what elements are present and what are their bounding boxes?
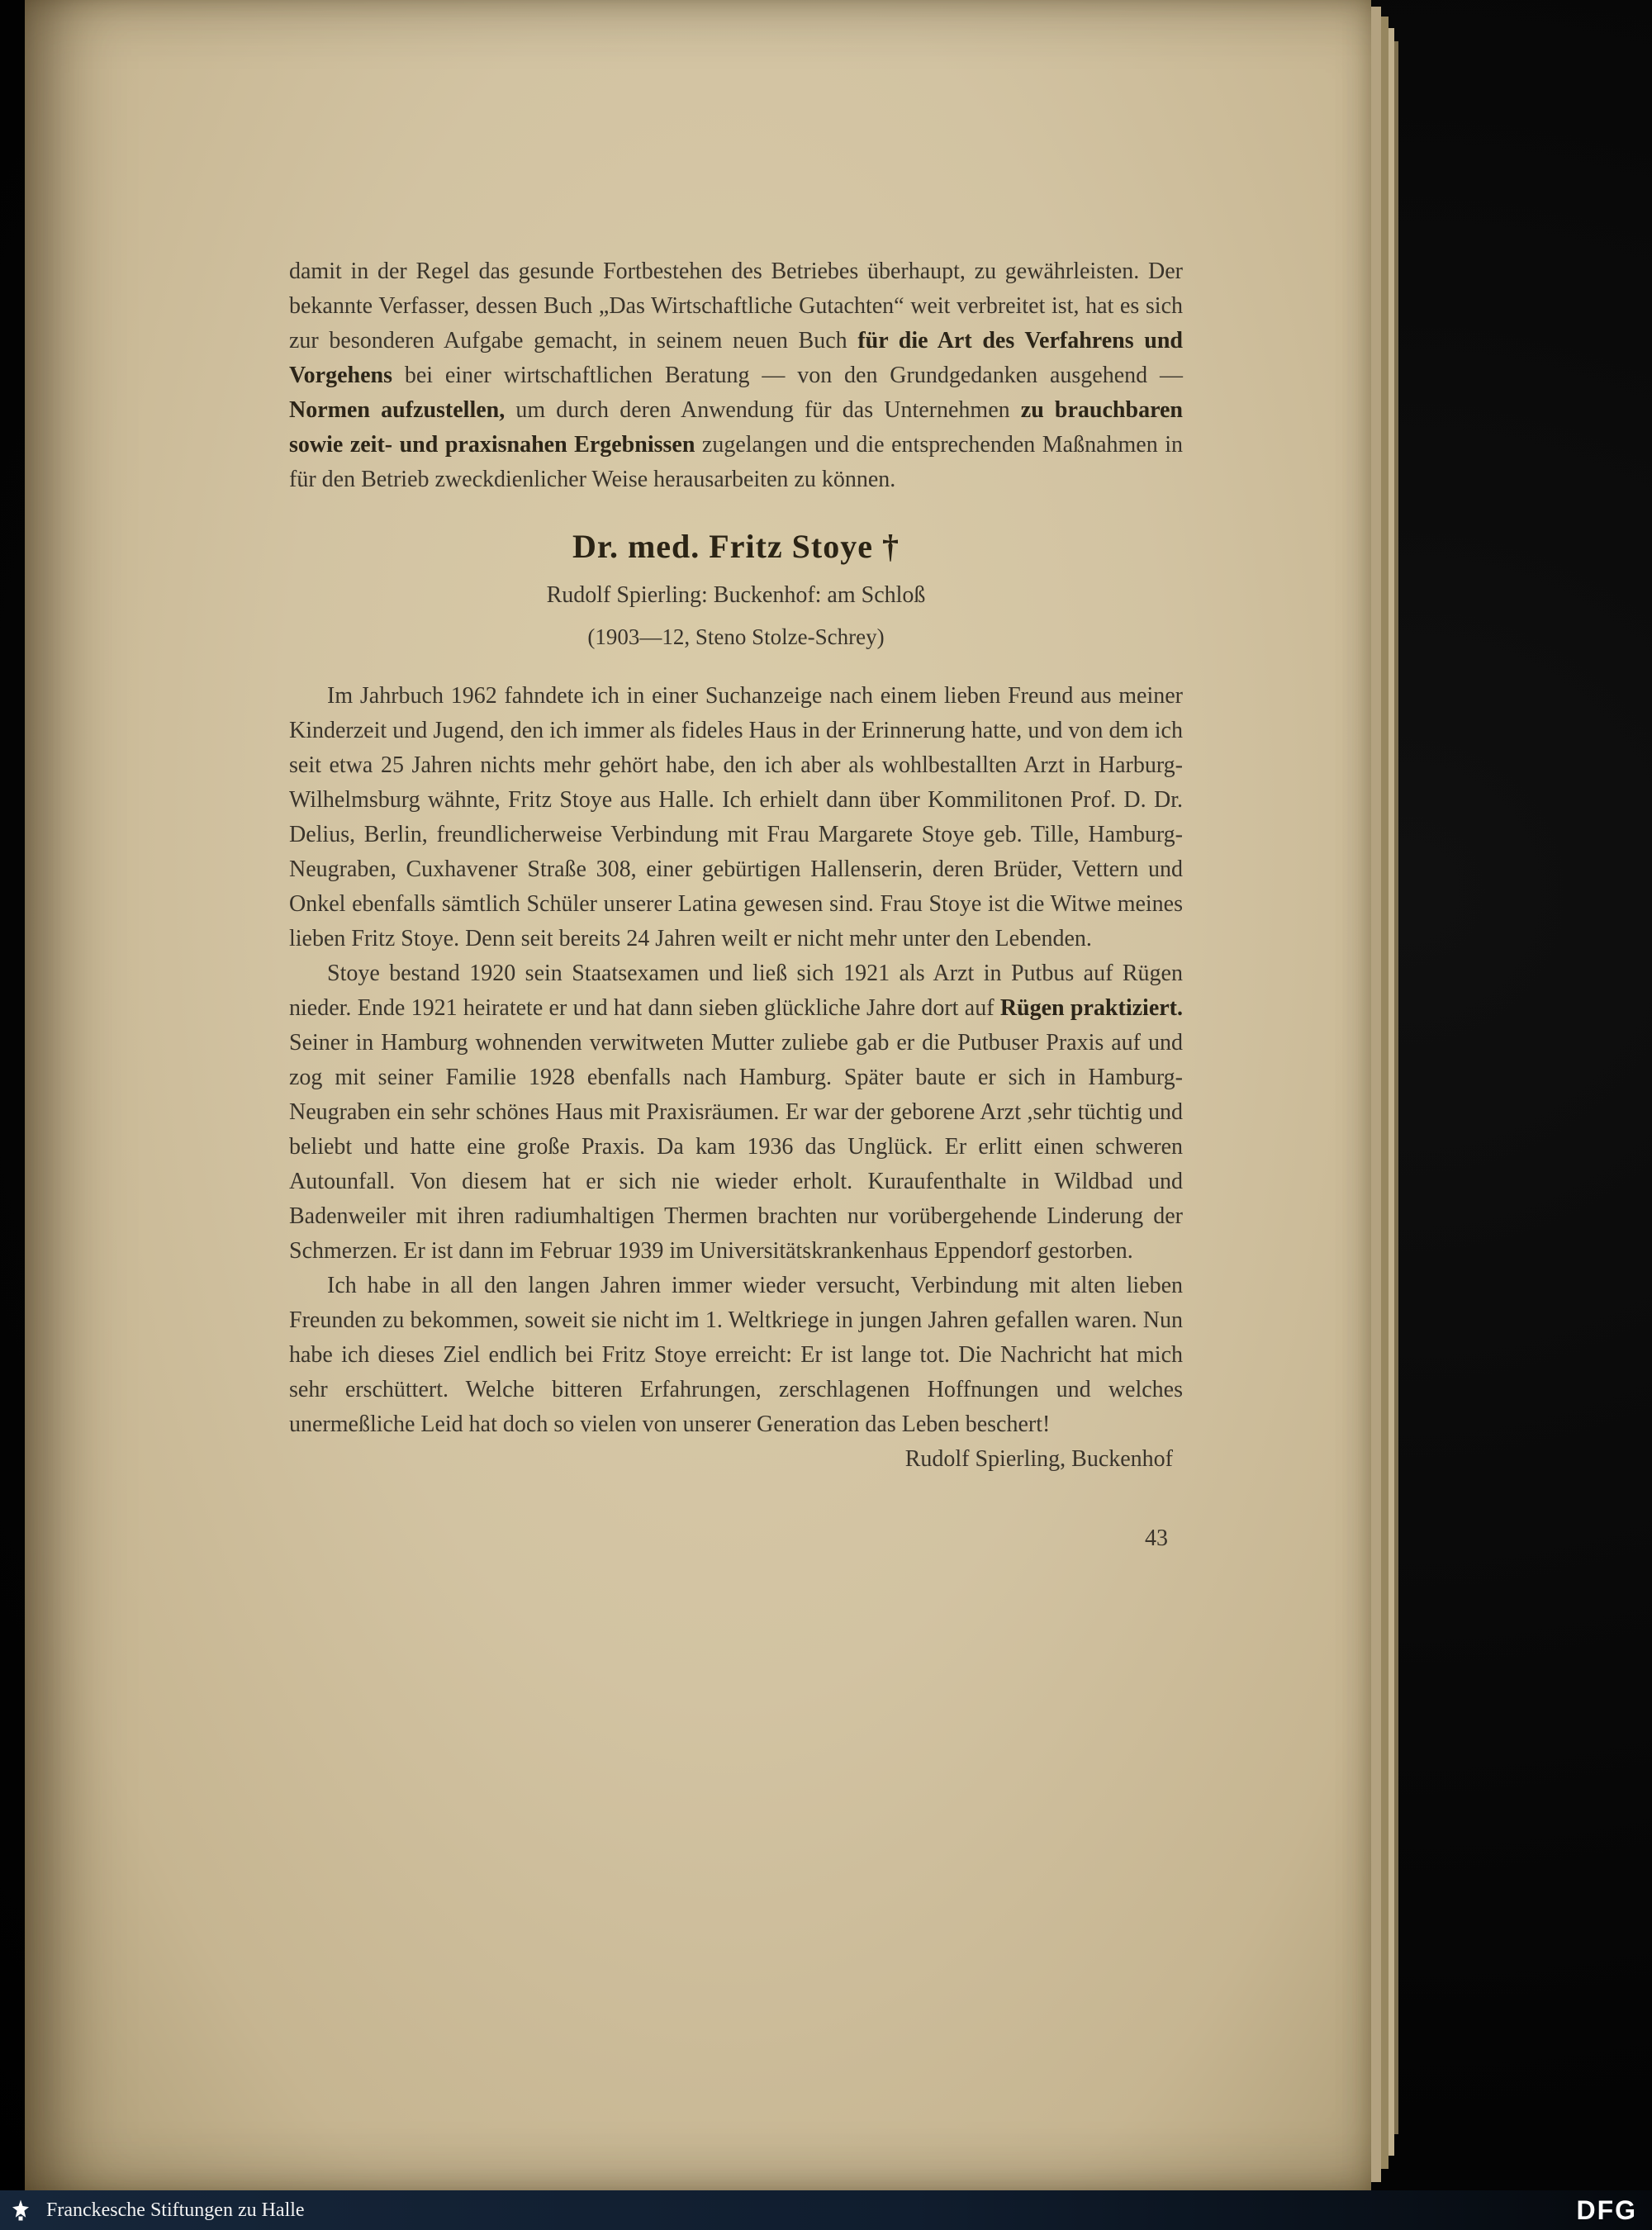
library-name: Franckesche Stiftungen zu Halle bbox=[46, 2199, 305, 2221]
book-page bbox=[25, 0, 1371, 2190]
obituary-byline: Rudolf Spierling: Buckenhof: am Schloß bbox=[546, 582, 926, 608]
paragraph-1: Im Jahrbuch 1962 fahndete ich in einer Suchanzeige nach einem lieben Freund aus meiner Kinderzeit und Jugend, den ich immer als fideles Haus in der Erinnerung hatte, und von dem ich seit etwa 25 Jahren nichts mehr gehört habe, den ich aber als wohlbestallten Arzt in Harburg-Wilhelmsburg wähnte, Fritz Stoye aus Halle. Ich erhielt dann über Kommilitonen Prof. D. Dr. Delius, Berlin, freundlicherweise Verbindung mit Frau Margarete Stoye geb. Tille, Hamburg-Neugraben, Cuxhavener Straße 308, einer gebürtigen Hallenserin, deren Brüder, Vettern und Onkel ebenfalls sämtlich Schüler unserer Latina gewesen sind. Frau Stoye ist die Witwe meines lieben Fritz Stoye. Denn seit bereits 24 Jahren weilt er nicht mehr unter den Lebenden. bbox=[289, 683, 1183, 951]
obituary-title: Dr. med. Fritz Stoye † bbox=[572, 528, 900, 565]
footer-bar bbox=[0, 2190, 1652, 2230]
page-text bbox=[289, 254, 1183, 1556]
page-edge-strip bbox=[1381, 17, 1389, 2169]
page-edge-strip bbox=[1394, 41, 1398, 2134]
dfg-logo: DFG bbox=[1576, 2194, 1637, 2225]
paragraph-2: Stoye bestand 1920 sein Staatsexamen und ließ sich 1921 als Arzt in Putbus auf Rügen nieder. Ende 1921 heiratete er und hat dann sieben glückliche Jahre dort auf Rügen praktiziert. Seiner in Hamburg wohnenden verwitweten Mutter zuliebe gab er die Putbuser Praxis auf und zog mit seiner Familie 1928 ebenfalls nach Hamburg. Später baute er sich in Hamburg-Neugraben ein sehr schönes Haus mit Praxisräumen. Er war der geborene Arzt ,sehr tüchtig und beliebt und hatte eine große Praxis. Da kam 1936 das Unglück. Er erlitt einen schweren Autounfall. Von diesem hat er sich nie wieder erholt. Kuraufenthalte in Wildbad und Badenweiler mit ihren radiumhaltigen Thermen brachten nur vorübergehende Linderung der Schmerzen. Er ist dann im Februar 1939 im Universitätskrankenhaus Eppendorf gestorben. bbox=[289, 961, 1183, 1264]
paragraph-3: Ich habe in all den langen Jahren immer wieder versucht, Verbindung mit alten lieben Freunden zu bekommen, soweit sie nicht im 1. Weltkriege in jungen Jahren gefallen waren. Nun habe ich dieses Ziel endlich bei Fritz Stoye erreicht: Er ist lange tot. Die Nachricht hat mich sehr erschüttert. Welche bitteren Erfahrungen, zerschlagenen Hoffnungen und welches unermeßliche Leid hat doch so vielen von unserer Generation das Leben beschert! bbox=[289, 1273, 1183, 1437]
signature: Rudolf Spierling, Buckenhof bbox=[904, 1446, 1173, 1472]
page-number: 43 bbox=[1145, 1525, 1168, 1551]
page-edge-strip bbox=[1389, 28, 1394, 2156]
page-edge-strip bbox=[1371, 7, 1381, 2182]
intro-paragraph: damit in der Regel das gesunde Fortbestehen des Betriebes überhaupt, zu gewährleisten. Der bekannte Verfasser, dessen Buch „Das Wirtschaftliche Gutachten“ weit verbreitet ist, hat es sich zur besonderen Aufgabe gemacht, in seinem neuen Buch für die Art des Verfahrens und Vorgehens bei einer wirtschaftlichen Beratung — von den Grundgedanken ausgehend — Normen aufzustellen, um durch deren Anwendung für das Unternehmen zu brauchbaren sowie zeit- und praxisnahen Ergebnissen zugelangen und die entsprechenden Maßnahmen in für den Betrieb zweckdienlicher Weise herausarbeiten zu können. bbox=[289, 259, 1183, 492]
library-logo-icon bbox=[7, 2196, 35, 2224]
obituary-dates: (1903—12, Steno Stolze-Schrey) bbox=[587, 624, 885, 649]
